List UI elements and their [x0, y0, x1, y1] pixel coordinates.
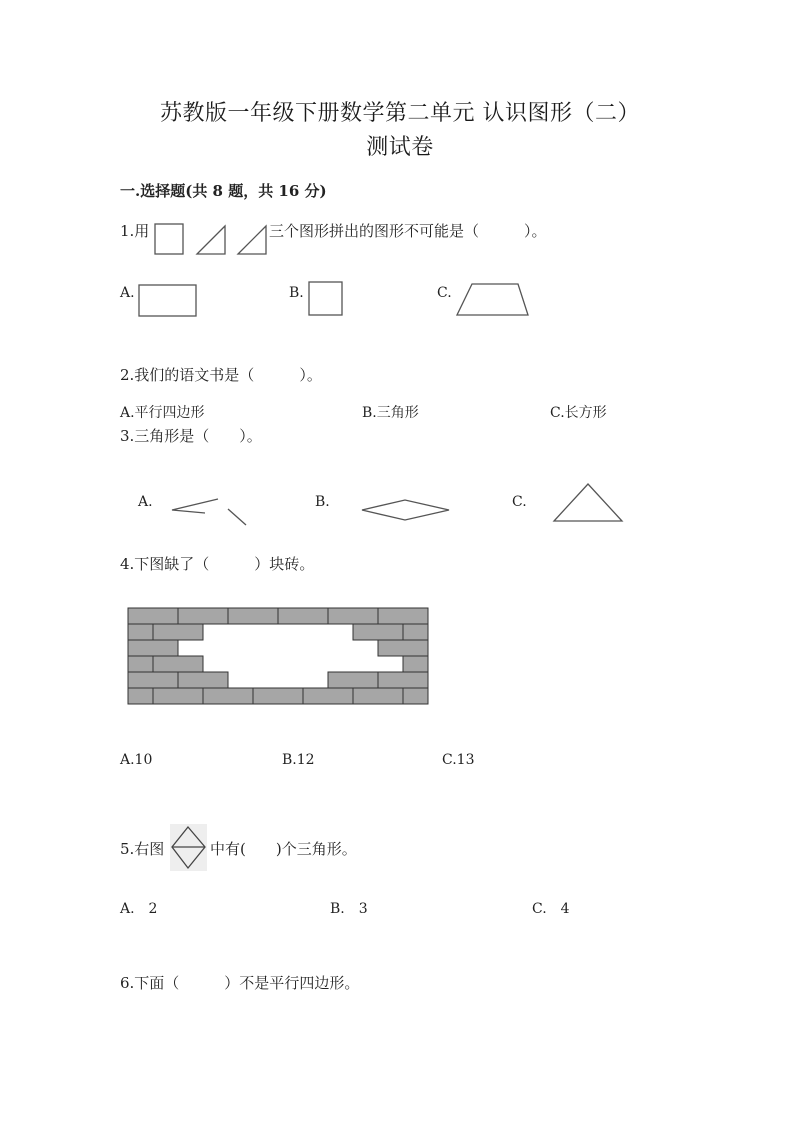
question-1-text: 三个图形拼出的图形不可能是（ ）。 [269, 222, 547, 240]
square-icon [155, 224, 183, 254]
option-3b-label[interactable]: B. [315, 494, 330, 510]
open-angle-icon[interactable] [170, 497, 250, 529]
brick-wall-diagram [127, 607, 431, 707]
option-4a[interactable]: A.10 [120, 752, 153, 768]
question-1-prefix: 1.用 [120, 222, 150, 240]
option-2a[interactable]: A.平行四边形 [120, 405, 205, 421]
option-2b[interactable]: B.三角形 [362, 405, 419, 421]
page-title: 苏教版一年级下册数学第二单元 认识图形（二） [160, 101, 640, 126]
question-3-text: 3.三角形是（ ）。 [120, 427, 262, 445]
triangle-icon[interactable] [552, 482, 626, 524]
question-4-text: 4.下图缺了（ ）块砖。 [120, 555, 315, 573]
rhombus-with-diagonal-icon [170, 824, 208, 872]
option-5a[interactable]: A. 2 [120, 901, 158, 917]
option-5c[interactable]: C. 4 [532, 901, 570, 917]
rectangle-icon[interactable] [138, 284, 198, 317]
option-1b-label[interactable]: B. [289, 285, 304, 301]
question-1-shapes [150, 222, 270, 258]
page-subtitle: 测试卷 [366, 135, 434, 160]
question-2-text: 2.我们的语文书是（ ）。 [120, 366, 322, 384]
option-4b[interactable]: B.12 [282, 752, 315, 768]
option-3a-label[interactable]: A. [138, 494, 153, 510]
square-icon[interactable] [308, 281, 344, 316]
option-3c-label[interactable]: C. [512, 494, 527, 510]
option-1c-label[interactable]: C. [437, 285, 452, 301]
question-5-prefix: 5.右图 [120, 840, 165, 858]
option-5b[interactable]: B. 3 [330, 901, 368, 917]
right-triangle-icon [238, 226, 266, 254]
right-triangle-icon [197, 226, 225, 254]
question-5-text: 中有( )个三角形。 [210, 840, 357, 858]
option-2c[interactable]: C.长方形 [550, 405, 607, 421]
trapezoid-icon[interactable] [455, 282, 531, 317]
option-4c[interactable]: C.13 [442, 752, 475, 768]
rhombus-icon[interactable] [360, 499, 452, 523]
question-6-text: 6.下面（ ）不是平行四边形。 [120, 974, 360, 992]
option-1a-label[interactable]: A. [120, 285, 135, 301]
section-heading: 一.选择题(共 8 题，共 16 分) [120, 182, 327, 200]
